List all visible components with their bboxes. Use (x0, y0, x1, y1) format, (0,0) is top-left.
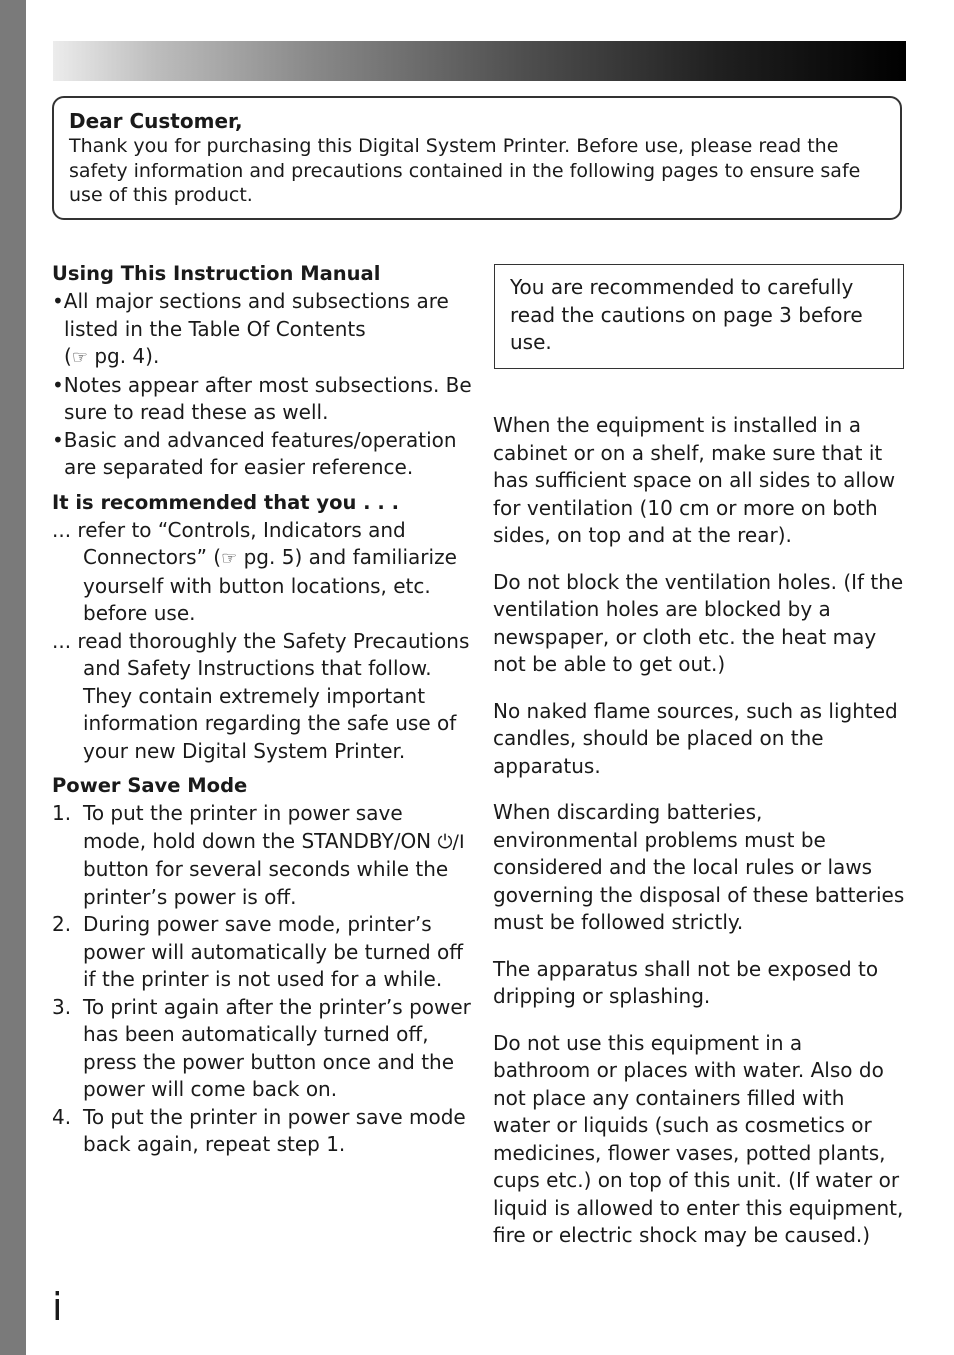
caution-dripping: The apparatus shall not be exposed to dripping or splashing. (493, 956, 879, 1008)
power-step-1 (52, 800, 472, 911)
toc-ref: pg. 4). (94, 344, 160, 368)
caution-ventilation-holes: Do not block the ventilation holes. (If the ventilation holes are blocked by a newspaper, or cloth etc. the heat may not be able to get out.) (493, 569, 904, 676)
left-column (52, 259, 472, 1159)
power-step-3 (52, 994, 472, 1104)
step-number: 3. (52, 994, 72, 1019)
recommend-heading: It is recommended that you . . . (52, 490, 399, 514)
power-step-1-post: button for several seconds while the printer’s power is off. (83, 857, 449, 909)
manual-bullet-1: •All major sections and subsections are listed in the Table Of Contents (☞ pg. 4). (52, 289, 449, 368)
manual-bullet-2: •Notes appear after most subsections. Be sure to read these as well. (52, 372, 472, 424)
power-step-2-text: During power save mode, printer’s power will automatically be turned off if the printer is not used for a while. (83, 912, 464, 991)
caution-note-box: You are recommended to carefully read the cautions on page 3 before use. (494, 264, 904, 369)
power-step-2 (52, 911, 472, 994)
side-margin-strip (0, 0, 26, 1355)
power-heading: Power Save Mode (52, 774, 248, 797)
recommend-item-1 (52, 517, 472, 628)
caution-ventilation-space: When the equipment is installed in a cabinet or on a shelf, make sure that it has sufficient space on all sides to allow for ventilation (10 cm or more on both sides, on top and at the rear). (493, 413, 896, 547)
pointing-hand-icon: ☞ (71, 347, 88, 368)
step-number: 1. (52, 801, 72, 825)
pointing-hand-icon: ☞ (221, 548, 238, 569)
manual-bullet-1-text: •All major sections and subsections are listed in the Table Of Contents (52, 289, 449, 341)
recommend-item-1-pre: ... refer to “Controls, Indicators and Connectors” ( (52, 517, 406, 569)
power-symbol-icon: ⏻/I (437, 830, 465, 853)
step-number: 4. (52, 1104, 72, 1129)
power-step-4-text: To put the printer in power save mode back again, repeat step 1. (83, 1104, 466, 1156)
intro-title: Dear Customer, (69, 109, 243, 133)
caution-batteries: When discarding batteries, environmental problems must be considered and the local rules or laws governing the disposal of these batteries must be followed strictly. (493, 800, 905, 934)
power-step-4 (52, 1104, 472, 1159)
page-number: i (52, 1285, 63, 1329)
manual-bullet-3: •Basic and advanced features/operation are separated for easier reference. (52, 427, 457, 479)
manual-heading: Using This Instruction Manual (52, 262, 381, 285)
header-gradient-bar (53, 41, 906, 81)
recommend-item-1-post: pg. 5) and familiarize yourself with button locations, etc. before use. (83, 545, 457, 625)
caution-water: Do not use this equipment in a bathroom or places with water. Also do not place any containers filled with water or liquids (such as cosmetics or medicines, flower vases, potted plants, cups etc.) on top of this unit. (If water or liquid is allowed to enter this equipment, fire or electric shock may be caused.) (493, 1030, 904, 1247)
intro-body: Thank you for purchasing this Digital System Printer. Before use, please read the safety information and precautions contained in the following pages to ensure safe use of this product. (69, 135, 861, 206)
power-step-3-text: To print again after the printer’s power has been automatically turned off, press the power button once and the power will come back on. (83, 994, 471, 1101)
power-step-1-pre: To put the printer in power save mode, hold down the STANDBY/ON (83, 801, 432, 853)
caution-naked-flame: No naked flame sources, such as lighted candles, should be placed on the apparatus. (493, 698, 898, 778)
right-column (493, 412, 905, 1269)
intro-box (52, 96, 902, 220)
recommend-item-2: ... read thoroughly the Safety Precautions and Safety Instructions that follow. They contain extremely important information regarding the safe use of your new Digital System Printer. (52, 628, 470, 763)
step-number: 2. (52, 912, 72, 936)
